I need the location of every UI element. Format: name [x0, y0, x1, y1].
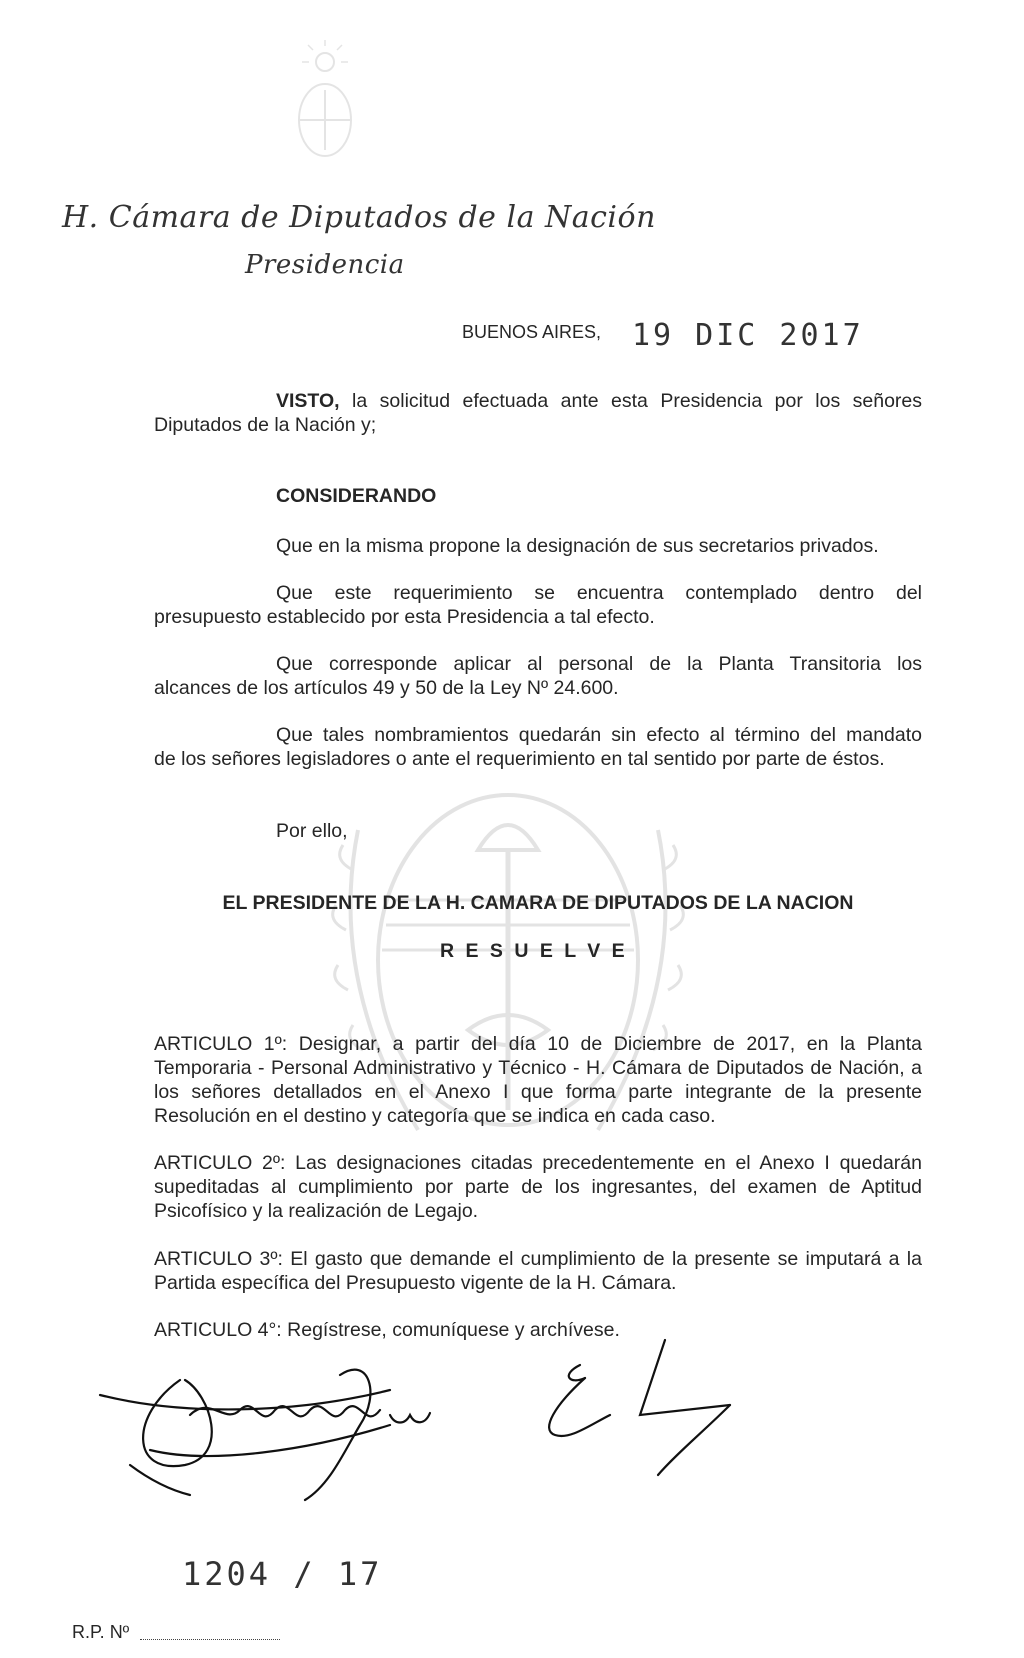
- article-3: ARTICULO 3º: El gasto que demande el cumplimiento de la presente se imputará a la Partida específica del Presupuesto vigente de la H. Cámara.: [154, 1248, 922, 1294]
- rp-number-stamp: 1204 / 17: [182, 1555, 383, 1593]
- considerando-paragraph-4-line-2: de los señores legisladores o ante el requerimiento en tal sentido por parte de éstos.: [154, 748, 885, 770]
- rp-label: R.P. Nº: [72, 1622, 130, 1642]
- national-emblem-icon: [285, 40, 365, 170]
- considerando-paragraph-3-line-1: Que corresponde aplicar al personal de la Planta Transitoria los: [276, 653, 922, 675]
- article-2: ARTICULO 2º: Las designaciones citadas precedentemente en el Anexo I quedarán supeditadas al cumplimiento por parte de los ingresantes, del examen de Aptitud Psicofísico y la realización de Legajo.: [154, 1152, 922, 1222]
- signature-right: [530, 1330, 750, 1480]
- visto-line-1: [276, 389, 922, 413]
- por-ello: Por ello,: [276, 820, 348, 842]
- rp-dotted-line: [140, 1638, 280, 1640]
- presidente-line: EL PRESIDENTE DE LA H. CAMARA DE DIPUTADOS DE LA NACION: [222, 892, 854, 914]
- considerando-paragraph-3-line-2: alcances de los artículos 49 y 50 de la Ley Nº 24.600.: [154, 677, 619, 699]
- considerando-paragraph-2-line-1: Que este requerimiento se encuentra contemplado dentro del: [276, 582, 922, 604]
- institution-header: H. Cámara de Diputados de la Nación: [62, 200, 656, 235]
- visto-line-2: Diputados de la Nación y;: [154, 414, 377, 436]
- considerando-paragraph-1: Que en la misma propone la designación de sus secretarios privados.: [276, 535, 879, 557]
- considerando-heading: CONSIDERANDO: [276, 485, 437, 507]
- considerando-paragraph-2-line-2: presupuesto establecido por esta Presidencia a tal efecto.: [154, 606, 655, 628]
- article-1: ARTICULO 1º: Designar, a partir del día 10 de Diciembre de 2017, en la Planta Temporaria - Personal Administrativo y Técnico - H. Cámara de Diputados de Nación, a los señores detallados en el Anexo I que forma parte integrante de la presente Resolución en el destino y categoría que se indica en cada caso.: [154, 1033, 922, 1127]
- resuelve-heading: R E S U E L V E: [440, 940, 628, 962]
- date-place: BUENOS AIRES,: [462, 322, 602, 342]
- considerando-paragraph-4-line-1: Que tales nombramientos quedarán sin efecto al término del mandato: [276, 724, 922, 746]
- article-4: ARTICULO 4°: Regístrese, comuníquese y archívese.: [154, 1319, 620, 1341]
- office-header: Presidencia: [245, 250, 405, 280]
- visto-keyword: VISTO,: [276, 390, 340, 412]
- visto-text: la solicitud efectuada ante esta Presidencia por los señores: [352, 390, 923, 412]
- signature-left: [90, 1355, 450, 1505]
- date-stamp: 19 DIC 2017: [632, 318, 864, 353]
